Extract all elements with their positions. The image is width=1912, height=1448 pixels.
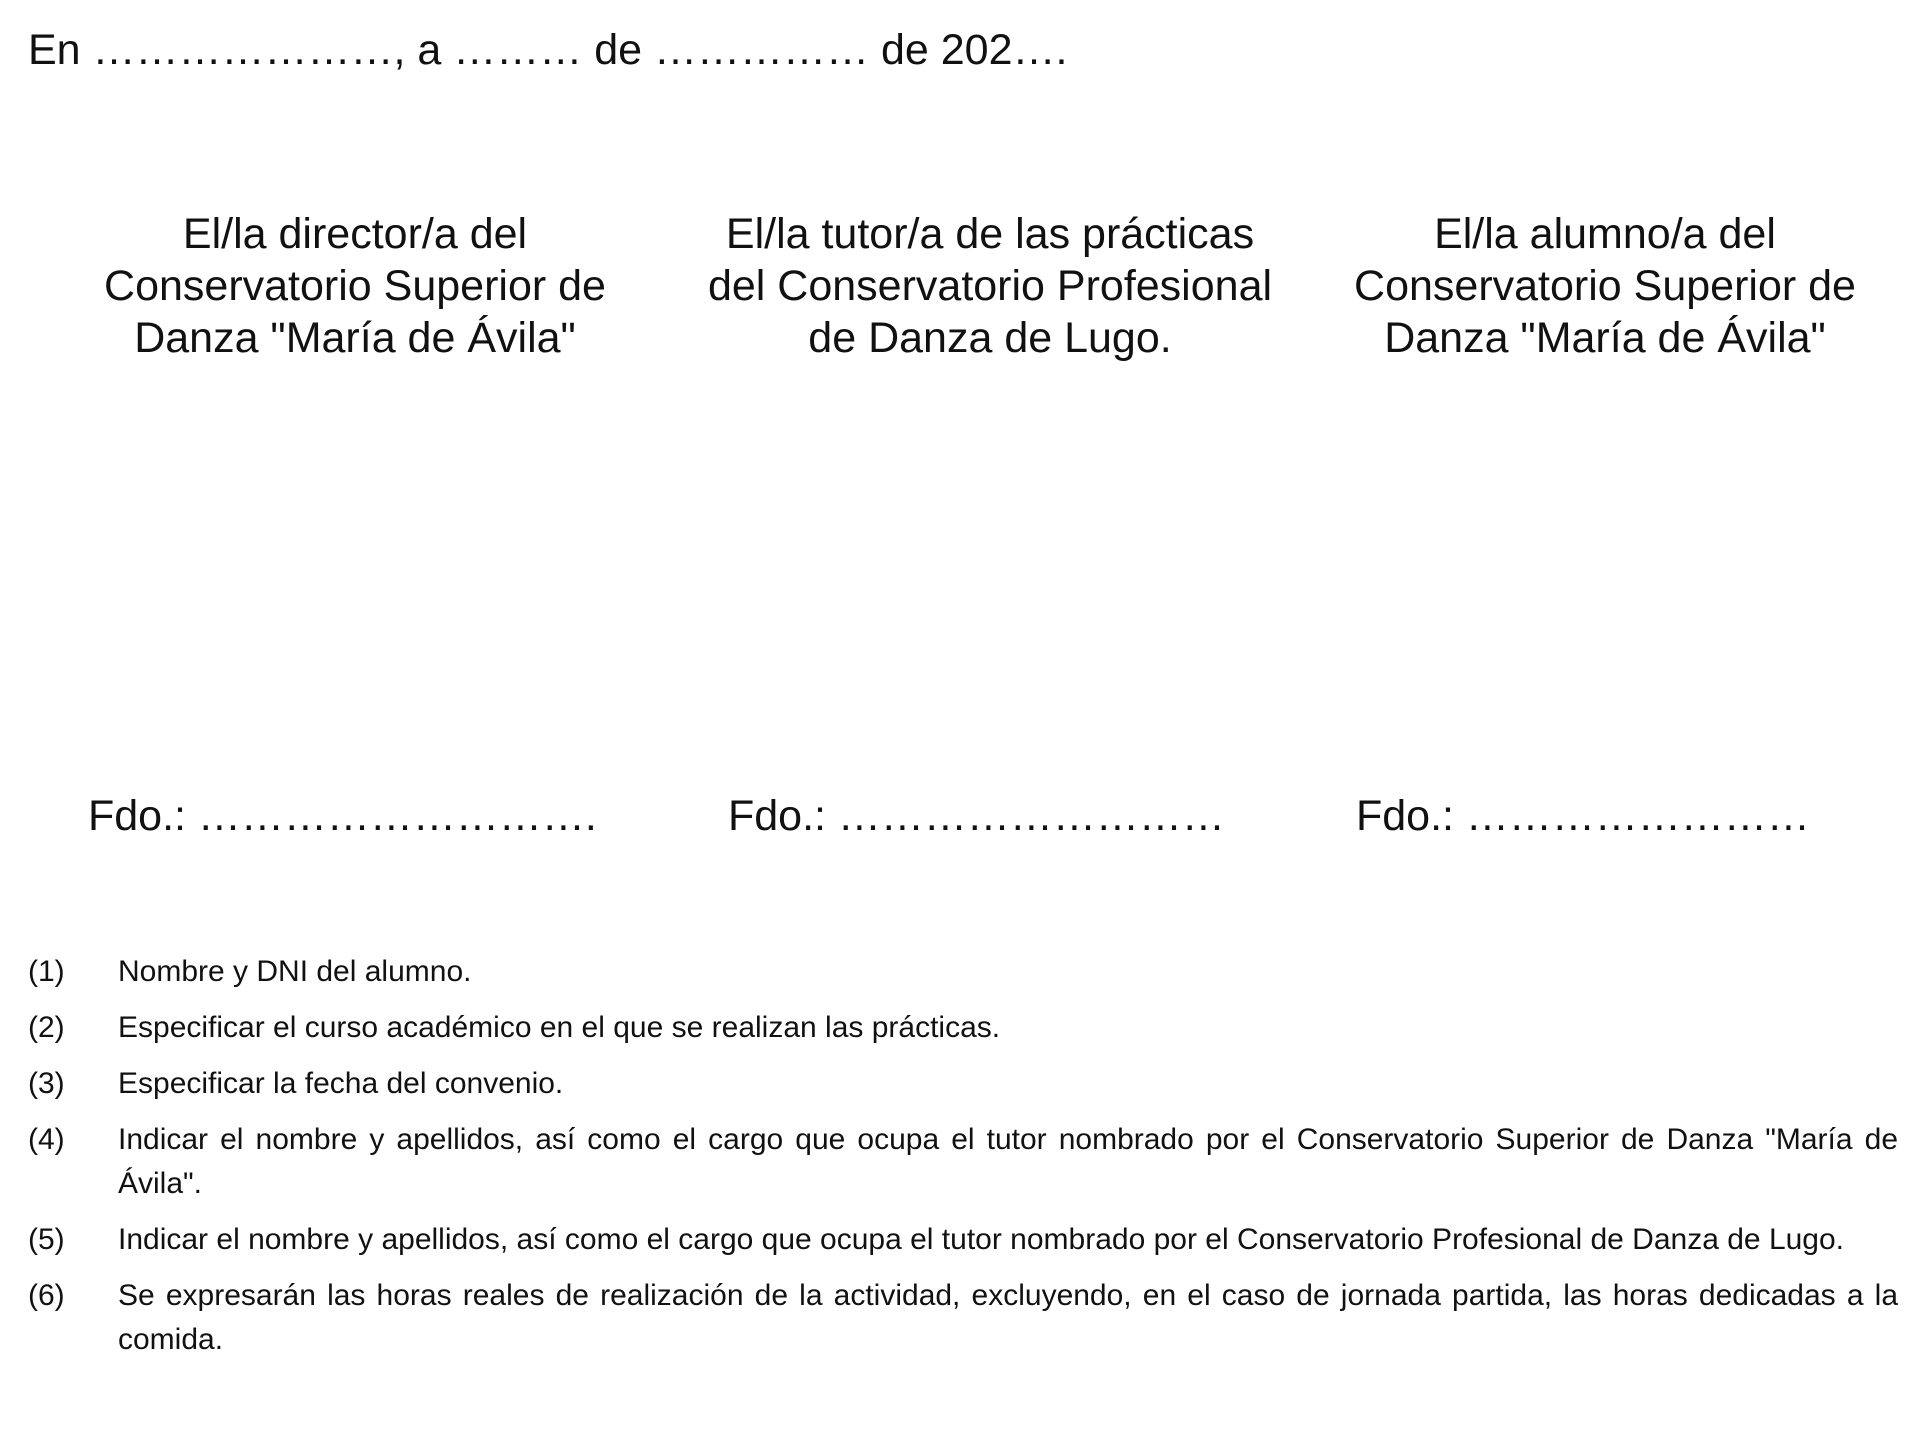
signature-line: Fdo.: ……………………….	[88, 792, 597, 840]
footnote-number: (6)	[28, 1279, 65, 1312]
footnote	[28, 1006, 1898, 1050]
footnote	[28, 1118, 1898, 1206]
footnote-number: (1)	[28, 955, 65, 988]
footnote-text: Especificar la fecha del convenio.	[118, 1067, 564, 1100]
footnote-number: (2)	[28, 1011, 65, 1044]
footnotes	[28, 950, 1898, 1374]
footnote	[28, 1062, 1898, 1106]
signature-block	[0, 208, 1912, 848]
place-date-line: En …………………, a ……… de …………… de 202….	[28, 26, 1068, 74]
footnote-number: (3)	[28, 1067, 65, 1100]
signature-student	[1320, 208, 1890, 848]
footnote-text: Indicar el nombre y apellidos, así como el cargo que ocupa el tutor nombrado por el Conservatorio Superior de Danza "María de Ávila".	[118, 1123, 1898, 1200]
signature-line: Fdo.: ……………………	[1356, 792, 1810, 840]
footnote-text: Nombre y DNI del alumno.	[118, 955, 472, 988]
signature-title: El/la tutor/a de las prácticas del Conservatorio Profesional de Danza de Lugo.	[707, 210, 1273, 362]
footnote	[28, 950, 1898, 994]
signature-line: Fdo.: ………………………	[728, 792, 1225, 840]
signature-title: El/la director/a del Conservatorio Superior de Danza "María de Ávila"	[104, 210, 606, 362]
footnote-text: Indicar el nombre y apellidos, así como el cargo que ocupa el tutor nombrado por el Conservatorio Profesional de Danza de Lugo.	[118, 1223, 1845, 1256]
footnote-number: (4)	[28, 1123, 65, 1156]
footnote-text: Especificar el curso académico en el que se realizan las prácticas.	[118, 1011, 1001, 1044]
footnote-text: Se expresarán las horas reales de realización de la actividad, excluyendo, en el caso de jornada partida, las horas dedicadas a la comida.	[118, 1279, 1898, 1356]
footnote	[28, 1218, 1898, 1262]
footnote	[28, 1274, 1898, 1362]
signature-director	[70, 208, 640, 848]
signature-title: El/la alumno/a del Conservatorio Superior de Danza "María de Ávila"	[1354, 210, 1856, 362]
signature-tutor	[700, 208, 1280, 848]
footnote-number: (5)	[28, 1223, 65, 1256]
